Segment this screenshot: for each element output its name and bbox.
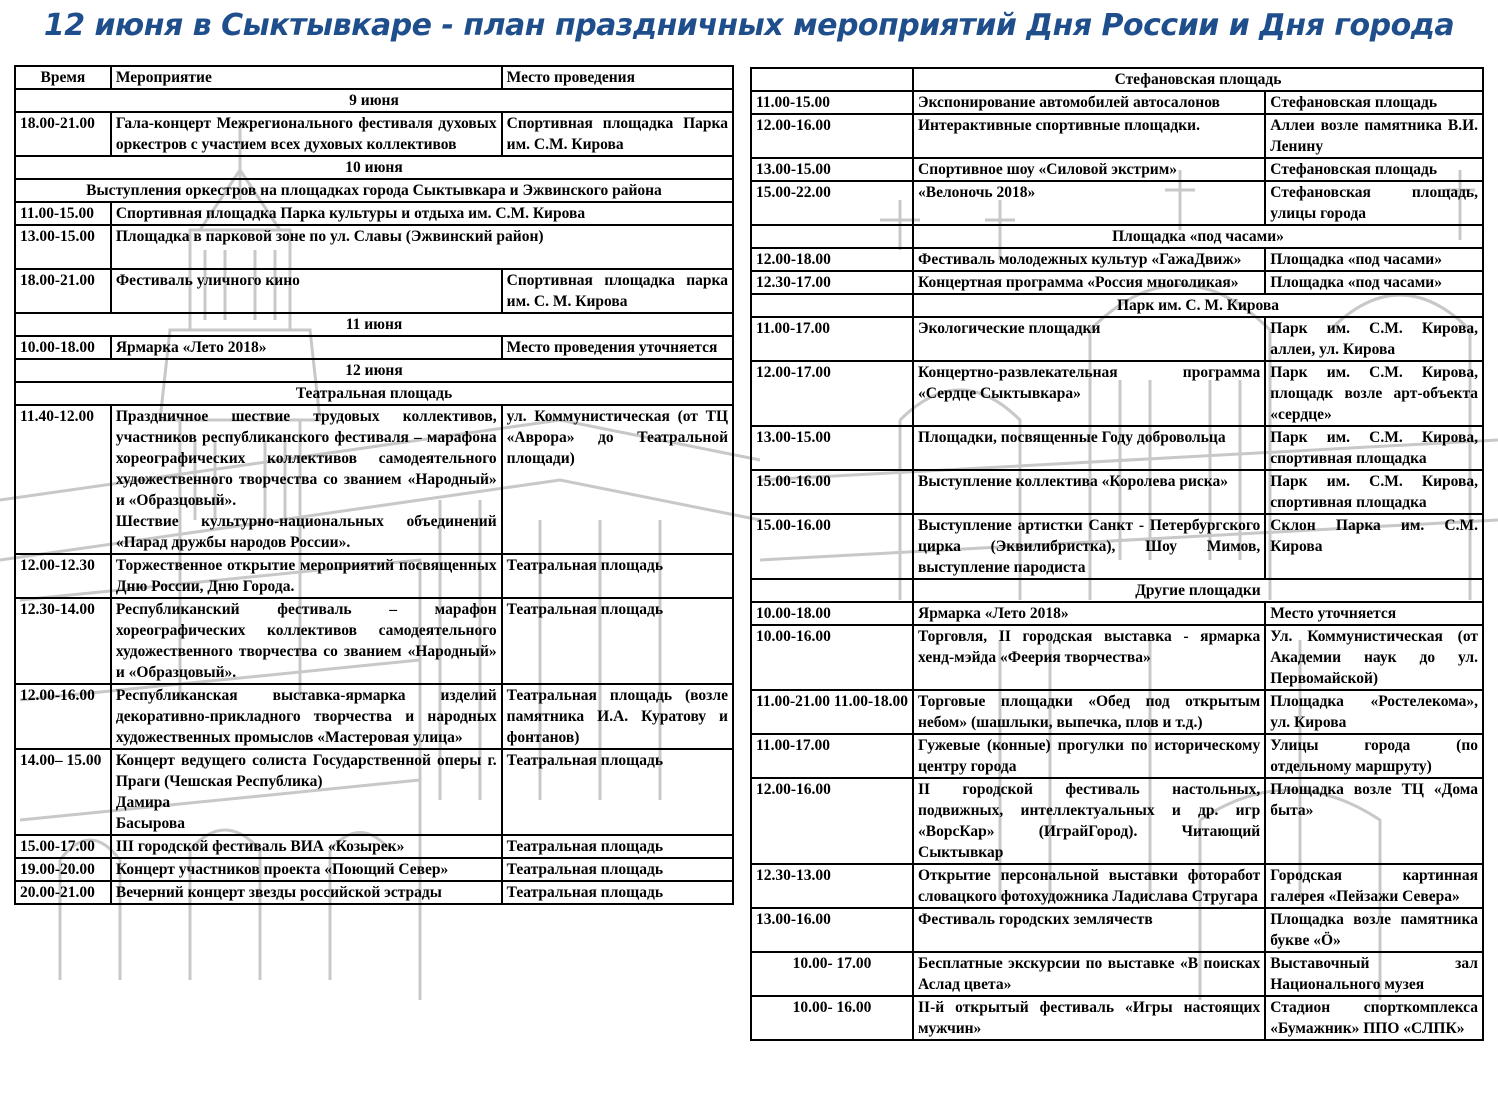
event-name: Концерт участников проекта «Поющий Север» bbox=[111, 858, 502, 881]
event-place: Спортивная площадка Парка им. С.М. Кирова bbox=[502, 112, 733, 156]
event-name: Праздничное шествие трудовых коллективов, участников республиканского фестиваля – марафона хореографических коллективов самодеятельного художественного творчества со званием «Народный» и «Образцовый». Шествие культурно-национальных объединений «Парад дружбы народов России». bbox=[111, 405, 502, 554]
event-place: Склон Парка им. С.М. Кирова bbox=[1265, 514, 1483, 579]
event-time: 12.00-17.00 bbox=[751, 361, 913, 426]
event-place: Парк им. С.М. Кирова, спортивная площадка bbox=[1265, 470, 1483, 514]
event-name: Торговые площадки «Обед под открытым небом» (шашлыки, выпечка, плов и т.д.) bbox=[913, 690, 1265, 734]
event-time: 18.00-21.00 bbox=[15, 112, 111, 156]
table-row bbox=[751, 426, 1483, 470]
event-place: Театральная площадь bbox=[502, 881, 733, 904]
section-header-row bbox=[751, 225, 1483, 248]
table-row bbox=[751, 734, 1483, 778]
event-place: Площадка «Ростелекома», ул. Кирова bbox=[1265, 690, 1483, 734]
event-place: Стефановская площадь bbox=[1265, 158, 1483, 181]
empty-time-cell bbox=[751, 579, 913, 602]
event-time: 11.00-21.00 11.00-18.00 bbox=[751, 690, 913, 734]
table-row bbox=[751, 470, 1483, 514]
event-time: 13.00-15.00 bbox=[15, 225, 111, 269]
event-place: Театральная площадь bbox=[502, 554, 733, 598]
table-row bbox=[751, 114, 1483, 158]
empty-time-cell bbox=[751, 294, 913, 317]
empty-time-cell bbox=[751, 225, 913, 248]
table-row bbox=[15, 225, 733, 269]
event-name: Экологические площадки bbox=[913, 317, 1265, 361]
table-row bbox=[15, 554, 733, 598]
event-name: Площадки, посвященные Году добровольца bbox=[913, 426, 1265, 470]
event-name: Площадка в парковой зоне по ул. Славы (Эжвинский район) bbox=[111, 225, 733, 269]
table-header-row bbox=[15, 66, 733, 89]
section-title: 11 июня bbox=[15, 313, 733, 336]
table-row bbox=[15, 269, 733, 313]
table-row bbox=[751, 690, 1483, 734]
event-name: Выступление коллектива «Королева риска» bbox=[913, 470, 1265, 514]
table-row bbox=[751, 778, 1483, 864]
event-time: 11.00-15.00 bbox=[751, 91, 913, 114]
event-place: Площадка возле памятника букве «Ö» bbox=[1265, 908, 1483, 952]
event-place: Театральная площадь (возле памятника И.А. Куратову и фонтанов) bbox=[502, 684, 733, 749]
event-name: Бесплатные экскурсии по выставке «В поисках Аслад цвета» bbox=[913, 952, 1265, 996]
table-row bbox=[751, 952, 1483, 996]
event-time: 15.00-17.00 bbox=[15, 835, 111, 858]
event-name: Концерт ведущего солиста Государственной оперы г. Праги (Чешская Республика) Дамира Басырова bbox=[111, 749, 502, 835]
event-name: Концертная программа «Россия многоликая» bbox=[913, 271, 1265, 294]
section-header-row bbox=[15, 382, 733, 405]
header-event: Мероприятие bbox=[111, 66, 502, 89]
table-row bbox=[751, 602, 1483, 625]
table-row bbox=[751, 158, 1483, 181]
event-time: 15.00-16.00 bbox=[751, 514, 913, 579]
event-time: 13.00-15.00 bbox=[751, 426, 913, 470]
event-name: Ярмарка «Лето 2018» bbox=[913, 602, 1265, 625]
table-row bbox=[751, 91, 1483, 114]
section-title: Площадка «под часами» bbox=[913, 225, 1483, 248]
event-place: Улицы города (по отдельному маршруту) bbox=[1265, 734, 1483, 778]
event-place: Парк им. С.М. Кирова, аллеи, ул. Кирова bbox=[1265, 317, 1483, 361]
table-row bbox=[15, 881, 733, 904]
section-title: Парк им. С. М. Кирова bbox=[913, 294, 1483, 317]
event-name: Торговля, II городская выставка - ярмарка хенд-мэйда «Феерия творчества» bbox=[913, 625, 1265, 690]
event-time: 10.00-18.00 bbox=[751, 602, 913, 625]
table-row bbox=[751, 271, 1483, 294]
event-time: 11.00-17.00 bbox=[751, 317, 913, 361]
event-time: 11.00-15.00 bbox=[15, 202, 111, 225]
table-row bbox=[15, 202, 733, 225]
event-place: Городская картинная галерея «Пейзажи Севера» bbox=[1265, 864, 1483, 908]
schedule-table-right bbox=[750, 67, 1484, 1041]
event-time: 12.30-13.00 bbox=[751, 864, 913, 908]
table-row bbox=[15, 749, 733, 835]
event-name: II-й открытый фестиваль «Игры настоящих мужчин» bbox=[913, 996, 1265, 1040]
event-place: Площадка «под часами» bbox=[1265, 271, 1483, 294]
event-place: Площадка «под часами» bbox=[1265, 248, 1483, 271]
event-time: 12.00-16.00 bbox=[15, 684, 111, 749]
section-header-row bbox=[751, 68, 1483, 91]
section-title: Стефановская площадь bbox=[913, 68, 1483, 91]
event-time: 12.30-14.00 bbox=[15, 598, 111, 684]
empty-time-cell bbox=[751, 68, 913, 91]
event-name: III городской фестиваль ВИА «Козырек» bbox=[111, 835, 502, 858]
table-row bbox=[751, 864, 1483, 908]
event-place: Стефановская площадь, улицы города bbox=[1265, 181, 1483, 225]
event-name: Вечерний концерт звезды российской эстрады bbox=[111, 881, 502, 904]
event-time: 12.30-17.00 bbox=[751, 271, 913, 294]
event-name: Республиканская выставка-ярмарка изделий декоративно-прикладного творчества и народных художественных промыслов «Мастеровая улица» bbox=[111, 684, 502, 749]
event-name: Выступление артистки Санкт - Петербургского цирка (Эквилибристка), Шоу Мимов, выступление пародиста bbox=[913, 514, 1265, 579]
event-time: 10.00- 17.00 bbox=[751, 952, 913, 996]
section-header-row bbox=[751, 294, 1483, 317]
table-row bbox=[751, 361, 1483, 426]
table-row bbox=[751, 181, 1483, 225]
section-header-row bbox=[15, 156, 733, 179]
event-place: Спортивная площадка парка им. С. М. Кирова bbox=[502, 269, 733, 313]
schedule-table-left bbox=[14, 65, 734, 905]
event-place: Театральная площадь bbox=[502, 749, 733, 835]
event-time: 10.00-18.00 bbox=[15, 336, 111, 359]
event-place: ул. Коммунистическая (от ТЦ «Аврора» до Театральной площади) bbox=[502, 405, 733, 554]
table-row bbox=[751, 514, 1483, 579]
header-time: Время bbox=[15, 66, 111, 89]
event-place: Театральная площадь bbox=[502, 835, 733, 858]
event-name: Фестиваль уличного кино bbox=[111, 269, 502, 313]
table-row bbox=[15, 405, 733, 554]
event-name: Интерактивные спортивные площадки. bbox=[913, 114, 1265, 158]
event-place: Ул. Коммунистическая (от Академии наук до ул. Первомайской) bbox=[1265, 625, 1483, 690]
section-title: 10 июня bbox=[15, 156, 733, 179]
table-row bbox=[15, 684, 733, 749]
event-time: 14.00– 15.00 bbox=[15, 749, 111, 835]
event-place: Место проведения уточняется bbox=[502, 336, 733, 359]
event-name: Гала-концерт Межрегионального фестиваля духовых оркестров с участием всех духовых коллективов bbox=[111, 112, 502, 156]
event-time: 11.00-17.00 bbox=[751, 734, 913, 778]
event-name: «Велоночь 2018» bbox=[913, 181, 1265, 225]
section-title: Выступления оркестров на площадках города Сыктывкара и Эжвинского района bbox=[15, 179, 733, 202]
event-place: Парк им. С.М. Кирова, площадк возле арт-объекта «сердце» bbox=[1265, 361, 1483, 426]
section-title: 9 июня bbox=[15, 89, 733, 112]
section-title: Театральная площадь bbox=[15, 382, 733, 405]
event-place: Театральная площадь bbox=[502, 858, 733, 881]
event-place: Место уточняется bbox=[1265, 602, 1483, 625]
event-time: 10.00-16.00 bbox=[751, 625, 913, 690]
event-time: 15.00-16.00 bbox=[751, 470, 913, 514]
table-row bbox=[15, 598, 733, 684]
event-place: Театральная площадь bbox=[502, 598, 733, 684]
header-place: Место проведения bbox=[502, 66, 733, 89]
page-title: 12 июня в Сыктывкаре - план праздничных мероприятий Дня России и Дня города bbox=[43, 8, 1455, 43]
event-time: 10.00- 16.00 bbox=[751, 996, 913, 1040]
event-name: Спортивная площадка Парка культуры и отдыха им. С.М. Кирова bbox=[111, 202, 733, 225]
section-header-row bbox=[15, 313, 733, 336]
event-time: 12.00-16.00 bbox=[751, 114, 913, 158]
table-row bbox=[751, 248, 1483, 271]
section-header-row bbox=[15, 179, 733, 202]
event-time: 20.00-21.00 bbox=[15, 881, 111, 904]
section-header-row bbox=[751, 579, 1483, 602]
event-name: Спортивное шоу «Силовой экстрим» bbox=[913, 158, 1265, 181]
event-name: Республиканский фестиваль – марафон хореографических коллективов самодеятельного художественного творчества со званием «Народный» и «Образцовый». bbox=[111, 598, 502, 684]
event-name: Фестиваль молодежных культур «ГажаДвиж» bbox=[913, 248, 1265, 271]
event-name: Концертно-развлекательная программа «Сердце Сыктывкара» bbox=[913, 361, 1265, 426]
event-time: 12.00-12.30 bbox=[15, 554, 111, 598]
event-time: 13.00-15.00 bbox=[751, 158, 913, 181]
event-time: 13.00-16.00 bbox=[751, 908, 913, 952]
event-time: 11.40-12.00 bbox=[15, 405, 111, 554]
event-time: 19.00-20.00 bbox=[15, 858, 111, 881]
section-title: Другие площадки bbox=[913, 579, 1483, 602]
section-title: 12 июня bbox=[15, 359, 733, 382]
section-header-row bbox=[15, 89, 733, 112]
event-place: Стефановская площадь bbox=[1265, 91, 1483, 114]
event-name: II городской фестиваль настольных, подвижных, интеллектуальных и др. игр «ВорсКар» (ИграйГород). Читающий Сыктывкар bbox=[913, 778, 1265, 864]
table-row bbox=[751, 996, 1483, 1040]
event-name: Экспонирование автомобилей автосалонов bbox=[913, 91, 1265, 114]
event-place: Стадион спорткомплекса «Бумажник» ППО «СЛПК» bbox=[1265, 996, 1483, 1040]
event-place: Площадка возле ТЦ «Дома быта» bbox=[1265, 778, 1483, 864]
event-time: 12.00-16.00 bbox=[751, 778, 913, 864]
event-time: 18.00-21.00 bbox=[15, 269, 111, 313]
table-row bbox=[751, 625, 1483, 690]
table-row bbox=[15, 112, 733, 156]
event-name: Ярмарка «Лето 2018» bbox=[111, 336, 502, 359]
event-place: Аллеи возле памятника В.И. Ленину bbox=[1265, 114, 1483, 158]
event-name: Фестиваль городских землячеств bbox=[913, 908, 1265, 952]
event-time: 12.00-18.00 bbox=[751, 248, 913, 271]
event-name: Торжественное открытие мероприятий посвященных Дню России, Дню Города. bbox=[111, 554, 502, 598]
table-row bbox=[15, 336, 733, 359]
table-row bbox=[751, 317, 1483, 361]
table-row bbox=[751, 908, 1483, 952]
event-name: Открытие персональной выставки фоторабот словацкого фотохудожника Ладислава Стругара bbox=[913, 864, 1265, 908]
table-row bbox=[15, 835, 733, 858]
event-place: Парк им. С.М. Кирова, спортивная площадка bbox=[1265, 426, 1483, 470]
event-time: 15.00-22.00 bbox=[751, 181, 913, 225]
event-place: Выставочный зал Национального музея bbox=[1265, 952, 1483, 996]
section-header-row bbox=[15, 359, 733, 382]
table-row bbox=[15, 858, 733, 881]
event-name: Гужевые (конные) прогулки по историческому центру города bbox=[913, 734, 1265, 778]
